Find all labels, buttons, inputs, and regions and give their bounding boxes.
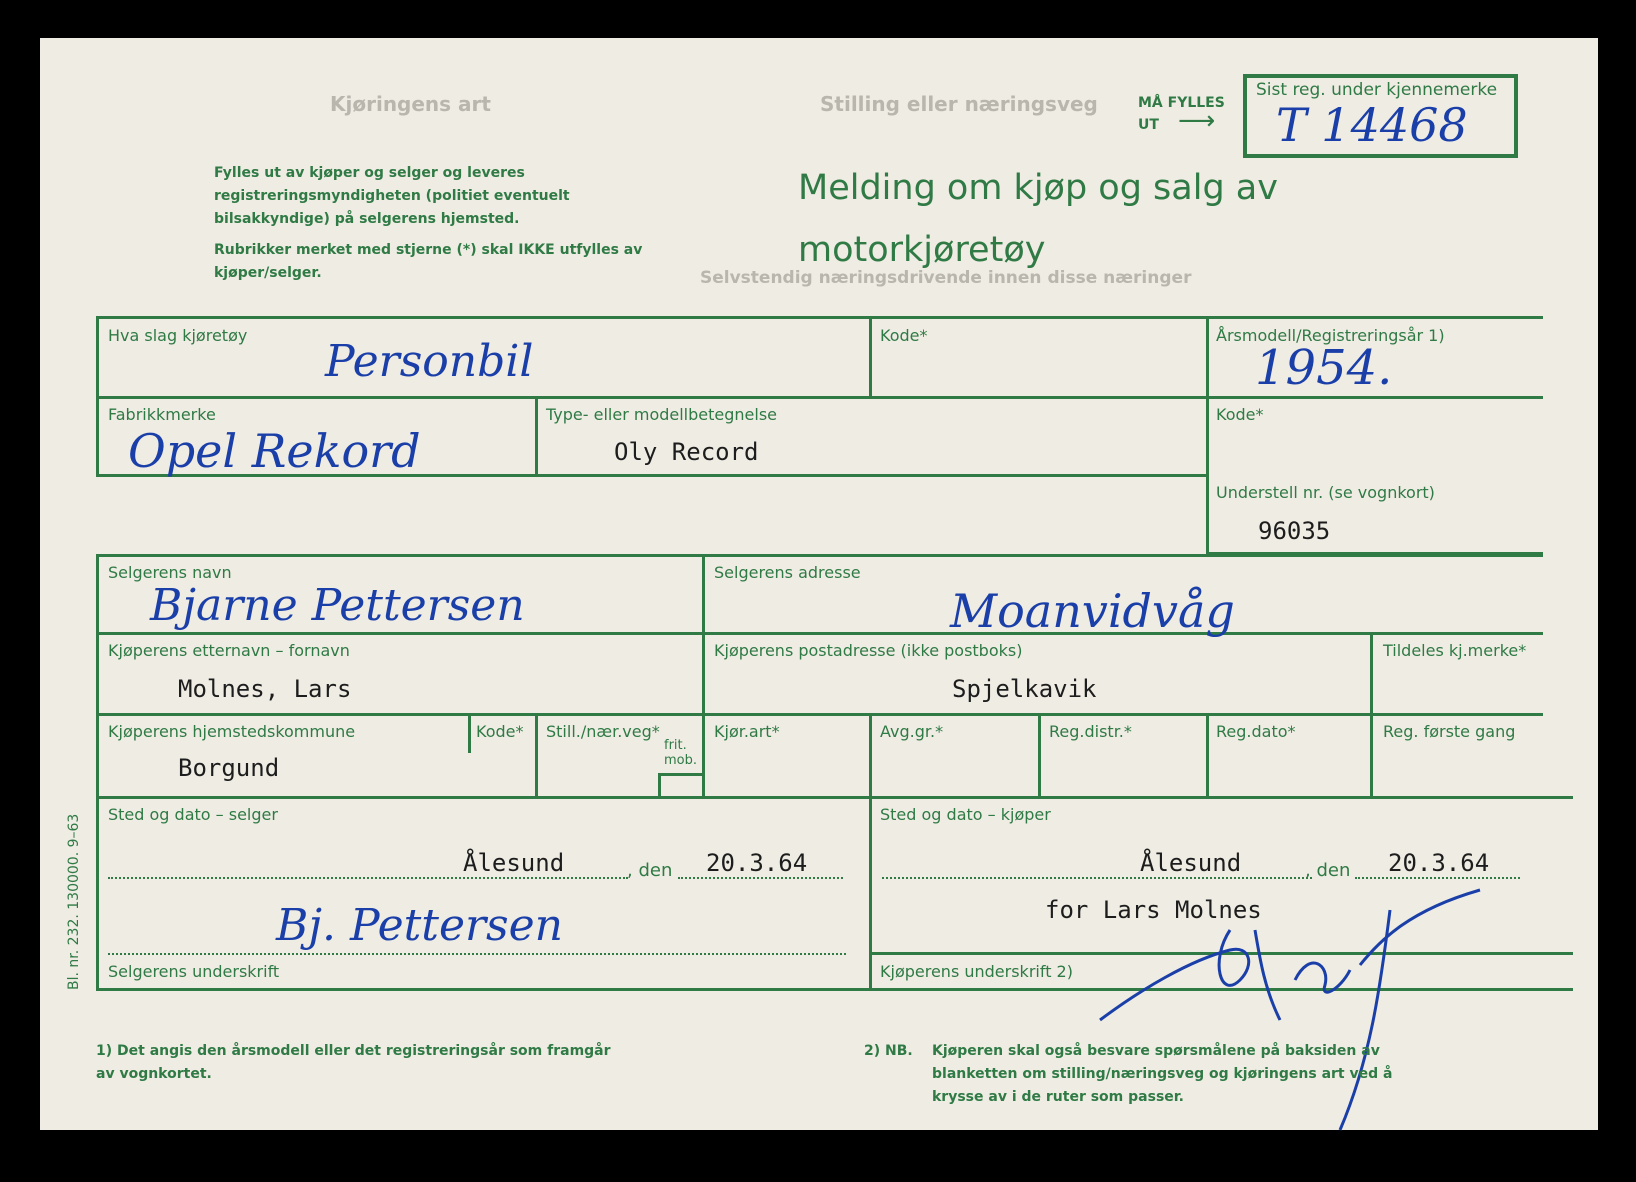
kode-label: Kode* (880, 326, 928, 345)
rule (658, 773, 702, 776)
rule (96, 316, 99, 477)
rule (96, 796, 1573, 799)
tildeles-label: Tildeles kj.merke* (1383, 641, 1527, 660)
rule (96, 554, 99, 798)
den-label: , den (627, 860, 673, 881)
rule (869, 316, 872, 398)
hjemsted-kode-label: Kode* (476, 722, 524, 741)
type-label: Type- eller modellbetegnelse (546, 405, 777, 424)
bleed-through-text: Kjøringens art (330, 92, 491, 116)
selger-signature[interactable]: Bj. Pettersen (276, 900, 564, 951)
bleed-through-text: Stilling eller næringsveg (820, 92, 1098, 116)
still-label: Still./nær.veg* (546, 722, 660, 741)
arsmodell-label: Årsmodell/Registreringsår 1) (1216, 326, 1445, 345)
hva-slag-value[interactable]: Personbil (325, 336, 534, 387)
footnote-1: 1) Det angis den årsmodell eller det registreringsår som framgår av vognkortet. (96, 1043, 611, 1082)
bleed-through-text: Selvstendig næringsdrivende innen disse næringer (700, 268, 1192, 288)
fabrikkmerke-label: Fabrikkmerke (108, 405, 216, 424)
understell-label: Understell nr. (se vognkort) (1216, 483, 1435, 502)
rule (1370, 632, 1373, 798)
kjoper-navn-value[interactable]: Molnes, Lars (178, 675, 352, 703)
rule (96, 632, 1543, 635)
rule (1038, 713, 1041, 798)
rule (96, 316, 1543, 319)
dato-selger[interactable]: 20.3.64 (706, 849, 808, 877)
rule (96, 796, 99, 991)
rule (96, 713, 1543, 716)
footnote-2: Kjøperen skal også besvare spørsmålene på baksiden av blanketten om stilling/næringsveg og kjøringens art ved å krysse av i de ruter som passer. (932, 1043, 1393, 1105)
hjemsted-value[interactable]: Borgund (178, 754, 280, 782)
sted-selger-value[interactable]: Ålesund (463, 849, 565, 877)
avg-gr-label: Avg.gr.* (880, 722, 944, 741)
sist-reg-label: Sist reg. under kjennemerke (1256, 80, 1498, 100)
instruction-stars: Rubrikker merket med stjerne (*) skal IKKE utfylles av kjøper/selger. (214, 242, 643, 281)
dotted-line (678, 877, 843, 879)
hva-slag-label: Hva slag kjøretøy (108, 326, 248, 345)
type-value[interactable]: Oly Record (614, 438, 759, 466)
reg-distr-label: Reg.distr.* (1049, 722, 1132, 741)
sted-selger-label: Sted og dato – selger (108, 805, 278, 824)
form-title-line2: motorkjøretøy (798, 230, 1046, 270)
selger-adresse-value[interactable]: Moanvidvåg (950, 584, 1235, 638)
rule (96, 554, 1543, 557)
selger-adresse-label: Selgerens adresse (714, 563, 861, 582)
kjoper-adresse-label: Kjøperens postadresse (ikke postboks) (714, 641, 1023, 660)
rule (869, 796, 872, 991)
selger-sign-label: Selgerens underskrift (108, 962, 280, 981)
dotted-line (108, 877, 628, 879)
rule (658, 773, 661, 798)
sted-kjoper-value[interactable]: Ålesund (1140, 849, 1242, 877)
kjoper-sign-label: Kjøperens underskrift 2) (880, 962, 1073, 981)
rule (1206, 316, 1209, 554)
sist-reg-value: T 14468 (1276, 98, 1468, 152)
rule (869, 713, 872, 798)
arsmodell-value[interactable]: 1954. (1255, 340, 1393, 396)
rule (1206, 713, 1209, 798)
kode2-label: Kode* (1216, 405, 1264, 424)
frit-mob-label: frit. mob. (664, 738, 698, 768)
form-title: Melding om kjøp og salg av (798, 168, 1278, 208)
rule (96, 396, 1543, 399)
fabrikkmerke-value[interactable]: Opel Rekord (128, 424, 421, 478)
rule (468, 713, 471, 753)
rule (535, 396, 538, 476)
dato-kjoper[interactable]: 20.3.64 (1388, 849, 1490, 877)
instruction-text: Fylles ut av kjøper og selger og leveres registreringsmyndigheten (politiet eventuelt bilsakkyndige) på selgerens hjemsted. (214, 165, 570, 227)
understell-value[interactable]: 96035 (1258, 517, 1331, 545)
ma-fylles-ut: MÅ FYLLES UT (1138, 95, 1225, 133)
dotted-line (108, 953, 846, 955)
form-number: Bl. nr. 232. 130000. 9–63 (66, 813, 82, 990)
sted-kjoper-label: Sted og dato – kjøper (880, 805, 1051, 824)
for-text[interactable]: for Lars Molnes (1045, 896, 1262, 924)
hjemsted-label: Kjøperens hjemstedskommune (108, 722, 356, 741)
kjor-art-label: Kjør.art* (714, 722, 780, 741)
kjoper-adresse-value[interactable]: Spjelkavik (952, 675, 1097, 703)
selger-navn-label: Selgerens navn (108, 563, 232, 582)
footnote-2-number: 2) NB. (864, 1043, 913, 1059)
selger-navn-value[interactable]: Bjarne Pettersen (150, 580, 525, 631)
reg-dato-label: Reg.dato* (1216, 722, 1296, 741)
rule (535, 713, 538, 798)
arrow-right-icon: ⟶ (1178, 106, 1216, 136)
den-label-kjoper: , den (1305, 860, 1351, 881)
kjoper-navn-label: Kjøperens etternavn – fornavn (108, 641, 350, 660)
reg-forste-label: Reg. første gang (1383, 722, 1516, 741)
